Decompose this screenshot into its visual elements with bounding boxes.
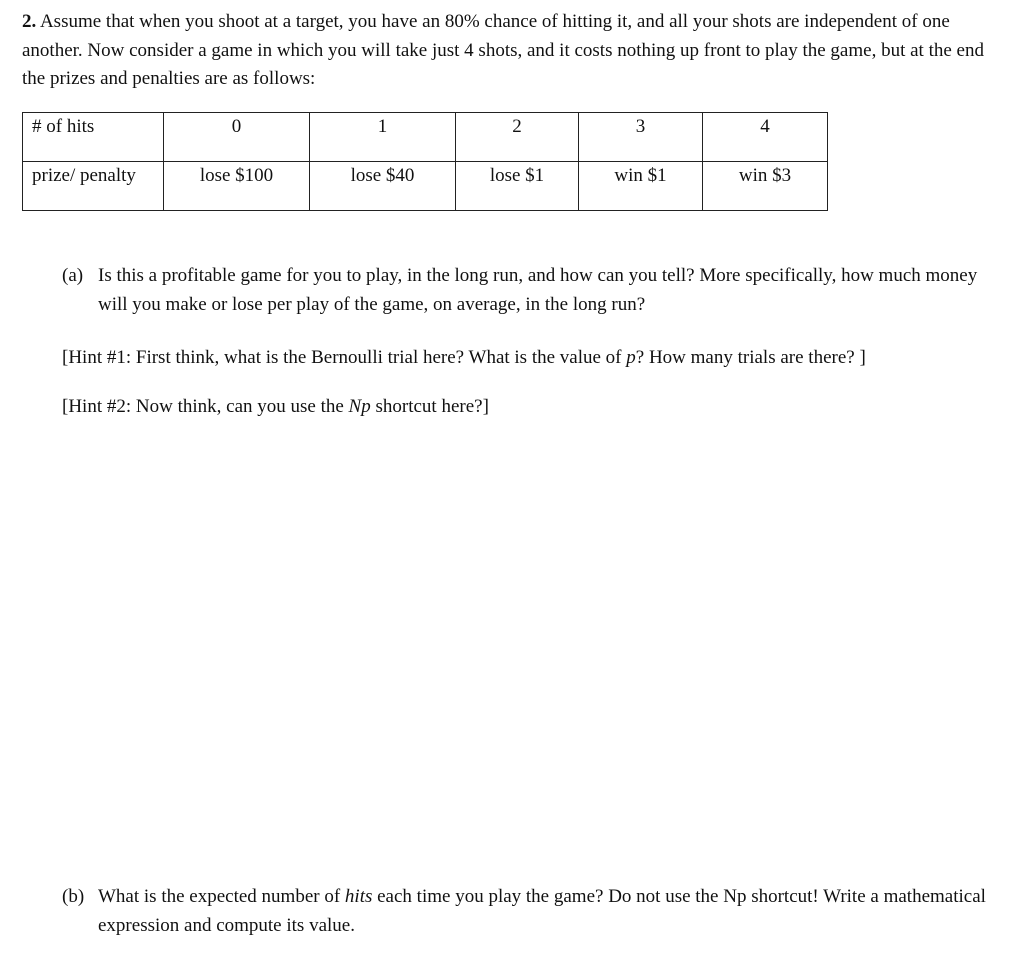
part-a [62,262,1002,319]
table-cell-prize-2: lose $1 [456,162,579,211]
table-cell-hits-1: 1 [310,113,456,162]
table-cell-hits-0: 0 [164,113,310,162]
part-b-label: (b) [62,886,85,907]
table-cell-prize-1: lose $40 [310,162,456,211]
problem-number: 2. [22,11,37,32]
part-b-emphasis: hits [344,886,373,907]
table-row-prizes [23,162,828,211]
problem-statement [22,8,1002,94]
table-cell-prize-0: lose $100 [164,162,310,211]
table-row-header-hits: # of hits [23,113,164,162]
table-cell-hits-2: 2 [456,113,579,162]
hint-1: [Hint #1: First think, what is the Bernoulli trial here? What is the value of p? How many trials are there? ] [62,347,866,368]
table-row-header-prize: prize/ penalty [23,162,164,211]
table-row-hits [23,113,828,162]
part-a-label: (a) [62,265,84,286]
table-cell-prize-4: win $3 [703,162,828,211]
problem-intro-text: Assume that when you shoot at a target, you have an 80% chance of hitting it, and all your shots are independent of one another. Now consider a game in which you will take just 4 shots, and it costs nothing up front to play the game, but at the end the prizes and penalties are as follows: [22,11,984,89]
hint-2: [Hint #2: Now think, can you use the Np shortcut here?] [62,396,489,417]
prize-table [22,112,828,211]
part-b-question: What is the expected number of hits each time you play the game? Do not use the Np shortcut! Write a mathematical expression and compute its value. [98,886,986,936]
table-cell-hits-4: 4 [703,113,828,162]
table-cell-prize-3: win $1 [579,162,703,211]
hint-2-variable: Np [348,396,371,417]
part-a-question: Is this a profitable game for you to play, in the long run, and how can you tell? More specifically, how much money will you make or lose per play of the game, on average, in the long run? [98,265,978,315]
part-b [62,883,1002,940]
table-cell-hits-3: 3 [579,113,703,162]
hint-1-variable: p [626,347,636,368]
